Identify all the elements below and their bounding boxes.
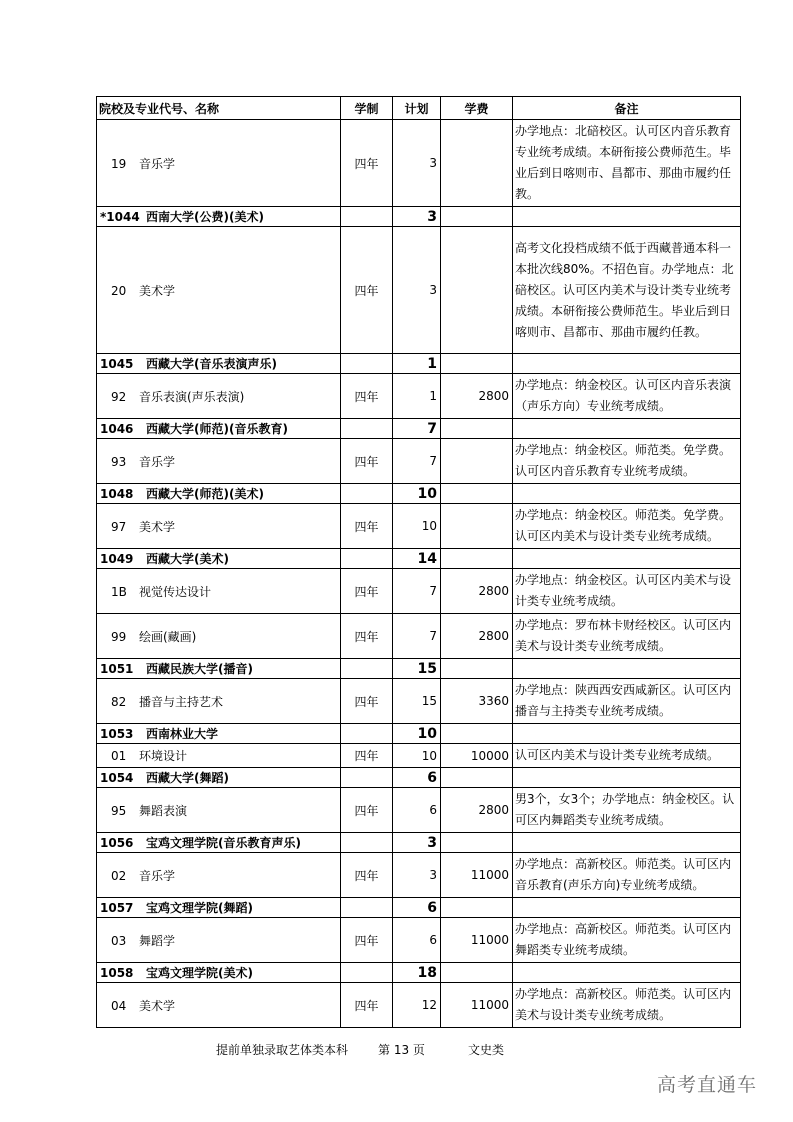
- major-code: 03: [111, 933, 127, 948]
- major-plan: 6: [393, 788, 441, 833]
- major-name-cell: [97, 374, 341, 419]
- major-fee: [441, 227, 513, 354]
- major-plan: 3: [393, 120, 441, 207]
- major-fee: [441, 439, 513, 484]
- institution-length: [341, 963, 393, 983]
- major-fee: 11000: [441, 983, 513, 1028]
- institution-note: [513, 419, 741, 439]
- institution-code: 1054: [100, 771, 134, 785]
- institution-code: 1046: [100, 422, 134, 436]
- institution-name-cell: [97, 549, 341, 569]
- footer-section: 提前单独录取艺体类本科: [216, 1043, 349, 1057]
- major-code: 82: [111, 694, 127, 709]
- institution-length: [341, 484, 393, 504]
- institution-plan: 6: [393, 898, 441, 918]
- major-length: 四年: [341, 374, 393, 419]
- major-length: 四年: [341, 120, 393, 207]
- institution-row: [97, 898, 741, 918]
- major-fee: [441, 504, 513, 549]
- major-note: 办学地点：北碚校区。认可区内音乐教育专业统考成绩。本研衔接公费师范生。毕业后到日喀则市、昌都市、那曲市履约任教。: [513, 120, 741, 207]
- major-note: 男3个，女3个；办学地点：纳金校区。认可区内舞蹈类专业统考成绩。: [513, 788, 741, 833]
- major-code: 95: [111, 803, 127, 818]
- major-plan: 6: [393, 918, 441, 963]
- institution-code: 1045: [100, 357, 134, 371]
- institution-name: 西藏大学(美术): [146, 552, 229, 566]
- major-name-cell: [97, 120, 341, 207]
- institution-length: [341, 768, 393, 788]
- major-code: 20: [111, 283, 127, 298]
- major-name: 美术学: [139, 283, 176, 298]
- major-note: 办学地点：高新校区。师范类。认可区内音乐教育(声乐方向)专业统考成绩。: [513, 853, 741, 898]
- institution-plan: 10: [393, 724, 441, 744]
- institution-note: [513, 207, 741, 227]
- major-plan: 12: [393, 983, 441, 1028]
- institution-fee: [441, 659, 513, 679]
- major-note: 高考文化投档成绩不低于西藏普通本科一本批次线80%。不招色盲。办学地点：北碚校区。认可区内美术与设计类专业统考成绩。本研衔接公费师范生。毕业后到日喀则市、昌都市、那曲市履约任教。: [513, 227, 741, 354]
- institution-name: 西藏民族大学(播音): [146, 662, 253, 676]
- major-plan: 1: [393, 374, 441, 419]
- major-name-cell: [97, 569, 341, 614]
- institution-fee: [441, 833, 513, 853]
- header-name: 院校及专业代号、名称: [97, 97, 341, 120]
- institution-note: [513, 659, 741, 679]
- institution-name-cell: [97, 419, 341, 439]
- institution-row: [97, 963, 741, 983]
- major-row: [97, 227, 741, 354]
- major-fee: 10000: [441, 744, 513, 768]
- institution-fee: [441, 768, 513, 788]
- institution-length: [341, 549, 393, 569]
- major-code: 1B: [111, 584, 127, 599]
- major-fee: 2800: [441, 569, 513, 614]
- major-code: 92: [111, 389, 127, 404]
- major-name-cell: [97, 983, 341, 1028]
- major-plan: 7: [393, 614, 441, 659]
- institution-name-cell: [97, 724, 341, 744]
- institution-code: 1056: [100, 836, 134, 850]
- institution-row: [97, 207, 741, 227]
- major-name-cell: [97, 679, 341, 724]
- major-name: 音乐学: [139, 868, 176, 883]
- institution-plan: 15: [393, 659, 441, 679]
- institution-note: [513, 724, 741, 744]
- institution-name: 西南大学(公费)(美术): [146, 210, 264, 224]
- institution-name-cell: [97, 207, 341, 227]
- institution-fee: [441, 724, 513, 744]
- institution-note: [513, 833, 741, 853]
- major-name: 绘画(藏画): [139, 629, 197, 644]
- institution-length: [341, 354, 393, 374]
- major-fee: [441, 120, 513, 207]
- institution-code: 1058: [100, 966, 134, 980]
- institution-code: 1051: [100, 662, 134, 676]
- institution-name: 宝鸡文理学院(美术): [146, 966, 253, 980]
- major-note: 办学地点：纳金校区。师范类。免学费。认可区内音乐教育专业统考成绩。: [513, 439, 741, 484]
- major-name: 美术学: [139, 519, 176, 534]
- major-row: [97, 679, 741, 724]
- institution-note: [513, 354, 741, 374]
- major-note: 办学地点：纳金校区。师范类。免学费。认可区内美术与设计类专业统考成绩。: [513, 504, 741, 549]
- major-name: 舞蹈表演: [139, 803, 188, 818]
- major-note: 办学地点：陕西西安西咸新区。认可区内播音与主持类专业统考成绩。: [513, 679, 741, 724]
- major-name: 音乐学: [139, 454, 176, 469]
- major-name: 音乐学: [139, 156, 176, 171]
- admission-table: [96, 96, 741, 1028]
- major-plan: 7: [393, 439, 441, 484]
- institution-row: [97, 768, 741, 788]
- institution-code: 1049: [100, 552, 134, 566]
- major-row: [97, 374, 741, 419]
- institution-name: 西南林业大学: [146, 727, 219, 741]
- institution-note: [513, 898, 741, 918]
- institution-name: 西藏大学(音乐表演声乐): [146, 357, 277, 371]
- major-fee: 2800: [441, 788, 513, 833]
- major-name: 美术学: [139, 998, 176, 1013]
- institution-row: [97, 484, 741, 504]
- major-name: 音乐表演(声乐表演): [139, 389, 245, 404]
- major-row: [97, 853, 741, 898]
- institution-name: 西藏大学(舞蹈): [146, 771, 229, 785]
- major-length: 四年: [341, 227, 393, 354]
- major-code: 04: [111, 998, 127, 1013]
- major-length: 四年: [341, 679, 393, 724]
- major-name-cell: [97, 227, 341, 354]
- footer-page: 第 13 页: [378, 1043, 425, 1057]
- institution-row: [97, 833, 741, 853]
- major-note: 办学地点：罗布林卡财经校区。认可区内美术与设计类专业统考成绩。: [513, 614, 741, 659]
- major-note: 办学地点：纳金校区。认可区内音乐表演（声乐方向）专业统考成绩。: [513, 374, 741, 419]
- major-row: [97, 788, 741, 833]
- major-row: [97, 614, 741, 659]
- institution-length: [341, 207, 393, 227]
- institution-name-cell: [97, 354, 341, 374]
- institution-code: 1057: [100, 901, 134, 915]
- institution-name-cell: [97, 833, 341, 853]
- institution-name: 宝鸡文理学院(舞蹈): [146, 901, 253, 915]
- institution-name-cell: [97, 659, 341, 679]
- major-row: [97, 918, 741, 963]
- major-name: 视觉传达设计: [139, 584, 212, 599]
- major-note: 办学地点：高新校区。师范类。认可区内舞蹈类专业统考成绩。: [513, 918, 741, 963]
- institution-name: 西藏大学(师范)(美术): [146, 487, 264, 501]
- institution-name-cell: [97, 898, 341, 918]
- major-plan: 3: [393, 227, 441, 354]
- institution-code: *1044: [100, 210, 140, 224]
- major-fee: 3360: [441, 679, 513, 724]
- institution-length: [341, 833, 393, 853]
- major-length: 四年: [341, 788, 393, 833]
- major-plan: 10: [393, 744, 441, 768]
- header-length: 学制: [341, 97, 393, 120]
- institution-plan: 1: [393, 354, 441, 374]
- major-name-cell: [97, 788, 341, 833]
- major-plan: 15: [393, 679, 441, 724]
- institution-fee: [441, 484, 513, 504]
- major-code: 02: [111, 868, 127, 883]
- major-plan: 10: [393, 504, 441, 549]
- major-length: 四年: [341, 918, 393, 963]
- institution-row: [97, 724, 741, 744]
- institution-code: 1053: [100, 727, 134, 741]
- institution-fee: [441, 207, 513, 227]
- institution-note: [513, 768, 741, 788]
- major-code: 01: [111, 749, 127, 763]
- major-row: [97, 744, 741, 768]
- institution-name: 宝鸡文理学院(音乐教育声乐): [146, 836, 301, 850]
- major-fee: 2800: [441, 374, 513, 419]
- major-code: 97: [111, 519, 127, 534]
- header-note: 备注: [513, 97, 741, 120]
- major-length: 四年: [341, 439, 393, 484]
- major-fee: 11000: [441, 853, 513, 898]
- institution-fee: [441, 549, 513, 569]
- institution-fee: [441, 354, 513, 374]
- header-plan: 计划: [393, 97, 441, 120]
- institution-note: [513, 549, 741, 569]
- major-row: [97, 120, 741, 207]
- major-name-cell: [97, 439, 341, 484]
- major-length: 四年: [341, 983, 393, 1028]
- institution-plan: 7: [393, 419, 441, 439]
- major-row: [97, 504, 741, 549]
- major-length: 四年: [341, 504, 393, 549]
- institution-fee: [441, 419, 513, 439]
- institution-note: [513, 963, 741, 983]
- major-plan: 7: [393, 569, 441, 614]
- institution-plan: 3: [393, 833, 441, 853]
- institution-length: [341, 659, 393, 679]
- major-row: [97, 983, 741, 1028]
- major-code: 99: [111, 629, 127, 644]
- header-fee: 学费: [441, 97, 513, 120]
- major-length: 四年: [341, 614, 393, 659]
- institution-row: [97, 549, 741, 569]
- major-name: 播音与主持艺术: [139, 694, 224, 709]
- institution-plan: 3: [393, 207, 441, 227]
- institution-fee: [441, 963, 513, 983]
- institution-plan: 14: [393, 549, 441, 569]
- institution-plan: 6: [393, 768, 441, 788]
- institution-plan: 18: [393, 963, 441, 983]
- institution-name-cell: [97, 768, 341, 788]
- major-name-cell: [97, 853, 341, 898]
- major-fee: 11000: [441, 918, 513, 963]
- major-row: [97, 439, 741, 484]
- institution-length: [341, 724, 393, 744]
- major-length: 四年: [341, 569, 393, 614]
- institution-row: [97, 419, 741, 439]
- major-row: [97, 569, 741, 614]
- major-name-cell: [97, 918, 341, 963]
- institution-name-cell: [97, 963, 341, 983]
- major-name: 舞蹈学: [139, 933, 176, 948]
- table-header-row: [97, 97, 741, 120]
- institution-row: [97, 659, 741, 679]
- institution-name-cell: [97, 484, 341, 504]
- major-name-cell: [97, 744, 341, 768]
- institution-row: [97, 354, 741, 374]
- institution-fee: [441, 898, 513, 918]
- major-fee: 2800: [441, 614, 513, 659]
- major-plan: 3: [393, 853, 441, 898]
- institution-code: 1048: [100, 487, 134, 501]
- major-note: 办学地点：纳金校区。认可区内美术与设计类专业统考成绩。: [513, 569, 741, 614]
- institution-plan: 10: [393, 484, 441, 504]
- major-name-cell: [97, 614, 341, 659]
- major-note: 认可区内美术与设计类专业统考成绩。: [513, 744, 741, 768]
- major-code: 93: [111, 454, 127, 469]
- institution-name: 西藏大学(师范)(音乐教育): [146, 422, 288, 436]
- major-name-cell: [97, 504, 341, 549]
- institution-length: [341, 419, 393, 439]
- major-length: 四年: [341, 744, 393, 768]
- institution-note: [513, 484, 741, 504]
- major-length: 四年: [341, 853, 393, 898]
- watermark: 高考直通车: [657, 1074, 758, 1096]
- major-code: 19: [111, 156, 127, 171]
- footer-category: 文史类: [468, 1043, 505, 1057]
- major-note: 办学地点：高新校区。师范类。认可区内美术与设计类专业统考成绩。: [513, 983, 741, 1028]
- major-name: 环境设计: [139, 749, 188, 763]
- institution-length: [341, 898, 393, 918]
